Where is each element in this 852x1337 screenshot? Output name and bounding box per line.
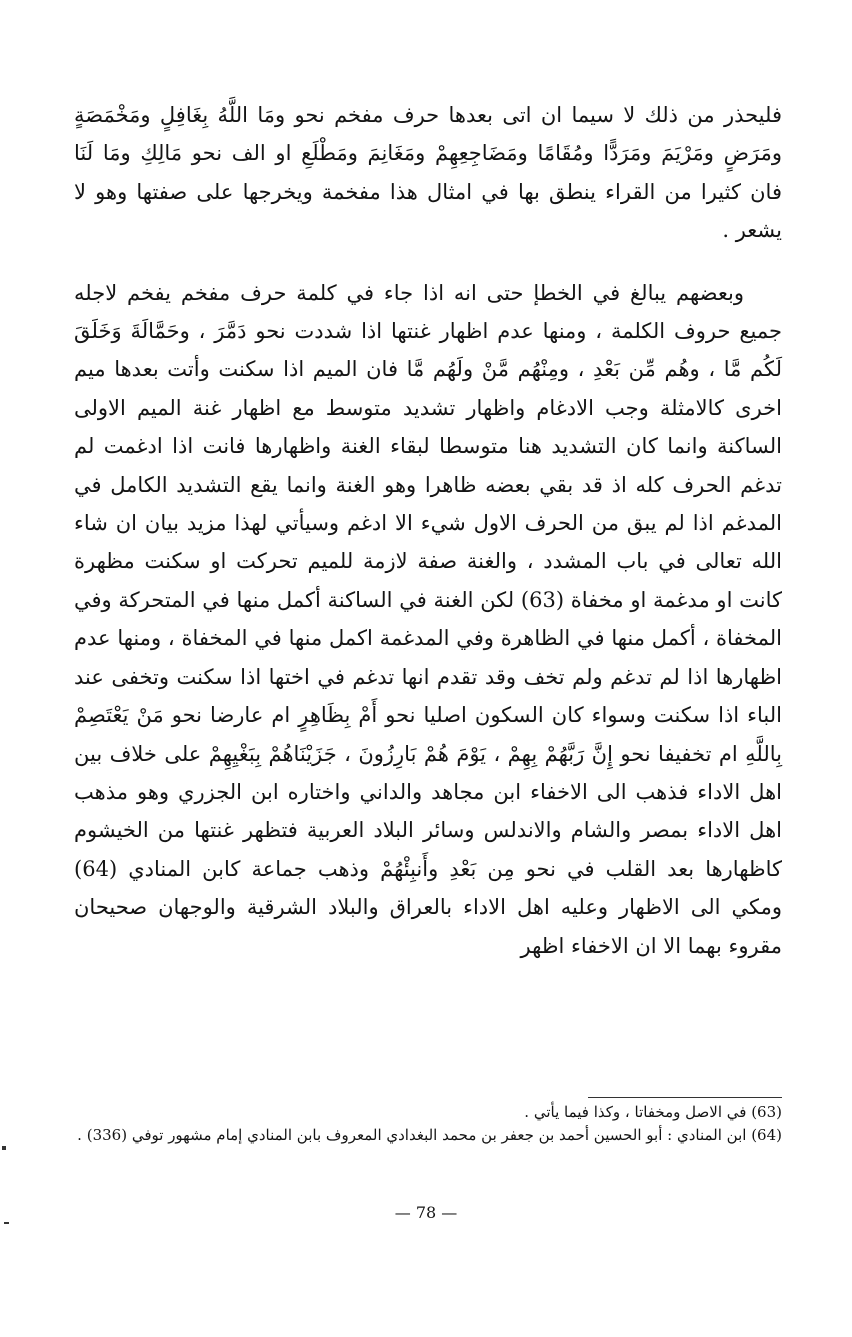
scan-mark xyxy=(4,1222,9,1224)
footnote-64: (64) ابن المنادي : أبو الحسين أحمد بن جعفر بن محمد البغدادي المعروف بابن المنادي إمام مشهور توفي (336) . xyxy=(77,1126,782,1144)
main-text xyxy=(74,96,782,965)
footnote-63: (63) في الاصل ومخفاتا ، وكذا فيما يأتي . xyxy=(524,1103,782,1121)
footnotes xyxy=(74,1101,782,1147)
footnote-separator xyxy=(588,1097,782,1098)
scan-mark xyxy=(2,1146,6,1150)
paragraph-2: وبعضهم يبالغ في الخطإ حتى انه اذا جاء في كلمة حرف مفخم يفخم لاجله جميع حروف الكلمة ، ومنها عدم اظهار غنتها اذا شددت نحو دَمَّرَ ، وحَمَّالَةَ وَخَلَقَ لَكُم مَّا ، وهُم مِّن بَعْدِ ، ومِنْهُم مَّنْ ولَهُم مَّا فان الميم اذا سكنت وأتت بعدها ميم اخرى كالامثلة وجب الادغام واظهار تشديد متوسط مع اظهار غنة الميم الاولى الساكنة وانما كان التشديد هنا متوسطا لبقاء الغنة واظهارها فانت اذا ادغمت لم تدغم الحرف كله اذ قد بقي بعضه ظاهرا وهو الغنة وانما يقع التشديد الكامل في المدغم اذا لم يبق من الحرف الاول شيء الا ادغم وسيأتي لهذا مزيد بيان ان شاء الله تعالى في باب المشدد ، والغنة صفة لازمة للميم تحركت او سكنت مظهرة كانت او مدغمة او مخفاة (63) لكن الغنة في الساكنة أكمل منها في المتحركة وفي المخفاة ، أكمل منها في الظاهرة وفي المدغمة اكمل منها في المخفاة ، ومنها عدم اظهارها اذا لم تدغم ولم تخف وقد تقدم انها تدغم في اختها اذا سكنت وتخفى عند الباء اذا سكنت وسواء كان السكون اصليا نحو أَمْ بِظَاهِرٍ ام عارضا نحو مَنْ يَعْتَصِمْ بِاللَّهِ ام تخفيفا نحو إِنَّ رَبَّهُمْ بِهِمْ ، يَوْمَ هُمْ بَارِزُونَ ، جَزَيْنَاهُمْ بِبَغْيِهِمْ على خلاف بين اهل الاداء فذهب الى الاخفاء ابن مجاهد والداني واختاره ابن الجزري وهو مذهب اهل الاداء بمصر والشام والاندلس وسائر البلاد العربية فتظهر غنتها من الخيشوم كاظهارها بعد القلب في نحو مِن بَعْدِ وأَنبِئْهُمْ وذهب جماعة كابن المنادي (64) ومكي الى الاظهار وعليه اهل الاداء بالعراق والبلاد الشرقية والوجهان صحيحان مقروء بهما الا ان الاخفاء اظهر xyxy=(74,280,782,958)
page-number: — 78 — xyxy=(394,1203,458,1222)
paragraph-1: فليحذر من ذلك لا سيما ان اتى بعدها حرف مفخم نحو ومَا اللَّهُ بِغَافِلٍ ومَخْمَصَةٍ ومَرَضٍ ومَرْيَمَ ومَرَدًّا ومُقَامًا ومَضَاجِعِهِمْ ومَغَانِمَ ومَطْلَعِ او الف نحو مَالِكِ ومَا لَنَا فان كثيرا من القراء ينطق بها في امثال هذا مفخمة ويخرجها على صفتها وهو لا يشعر . xyxy=(74,103,782,243)
